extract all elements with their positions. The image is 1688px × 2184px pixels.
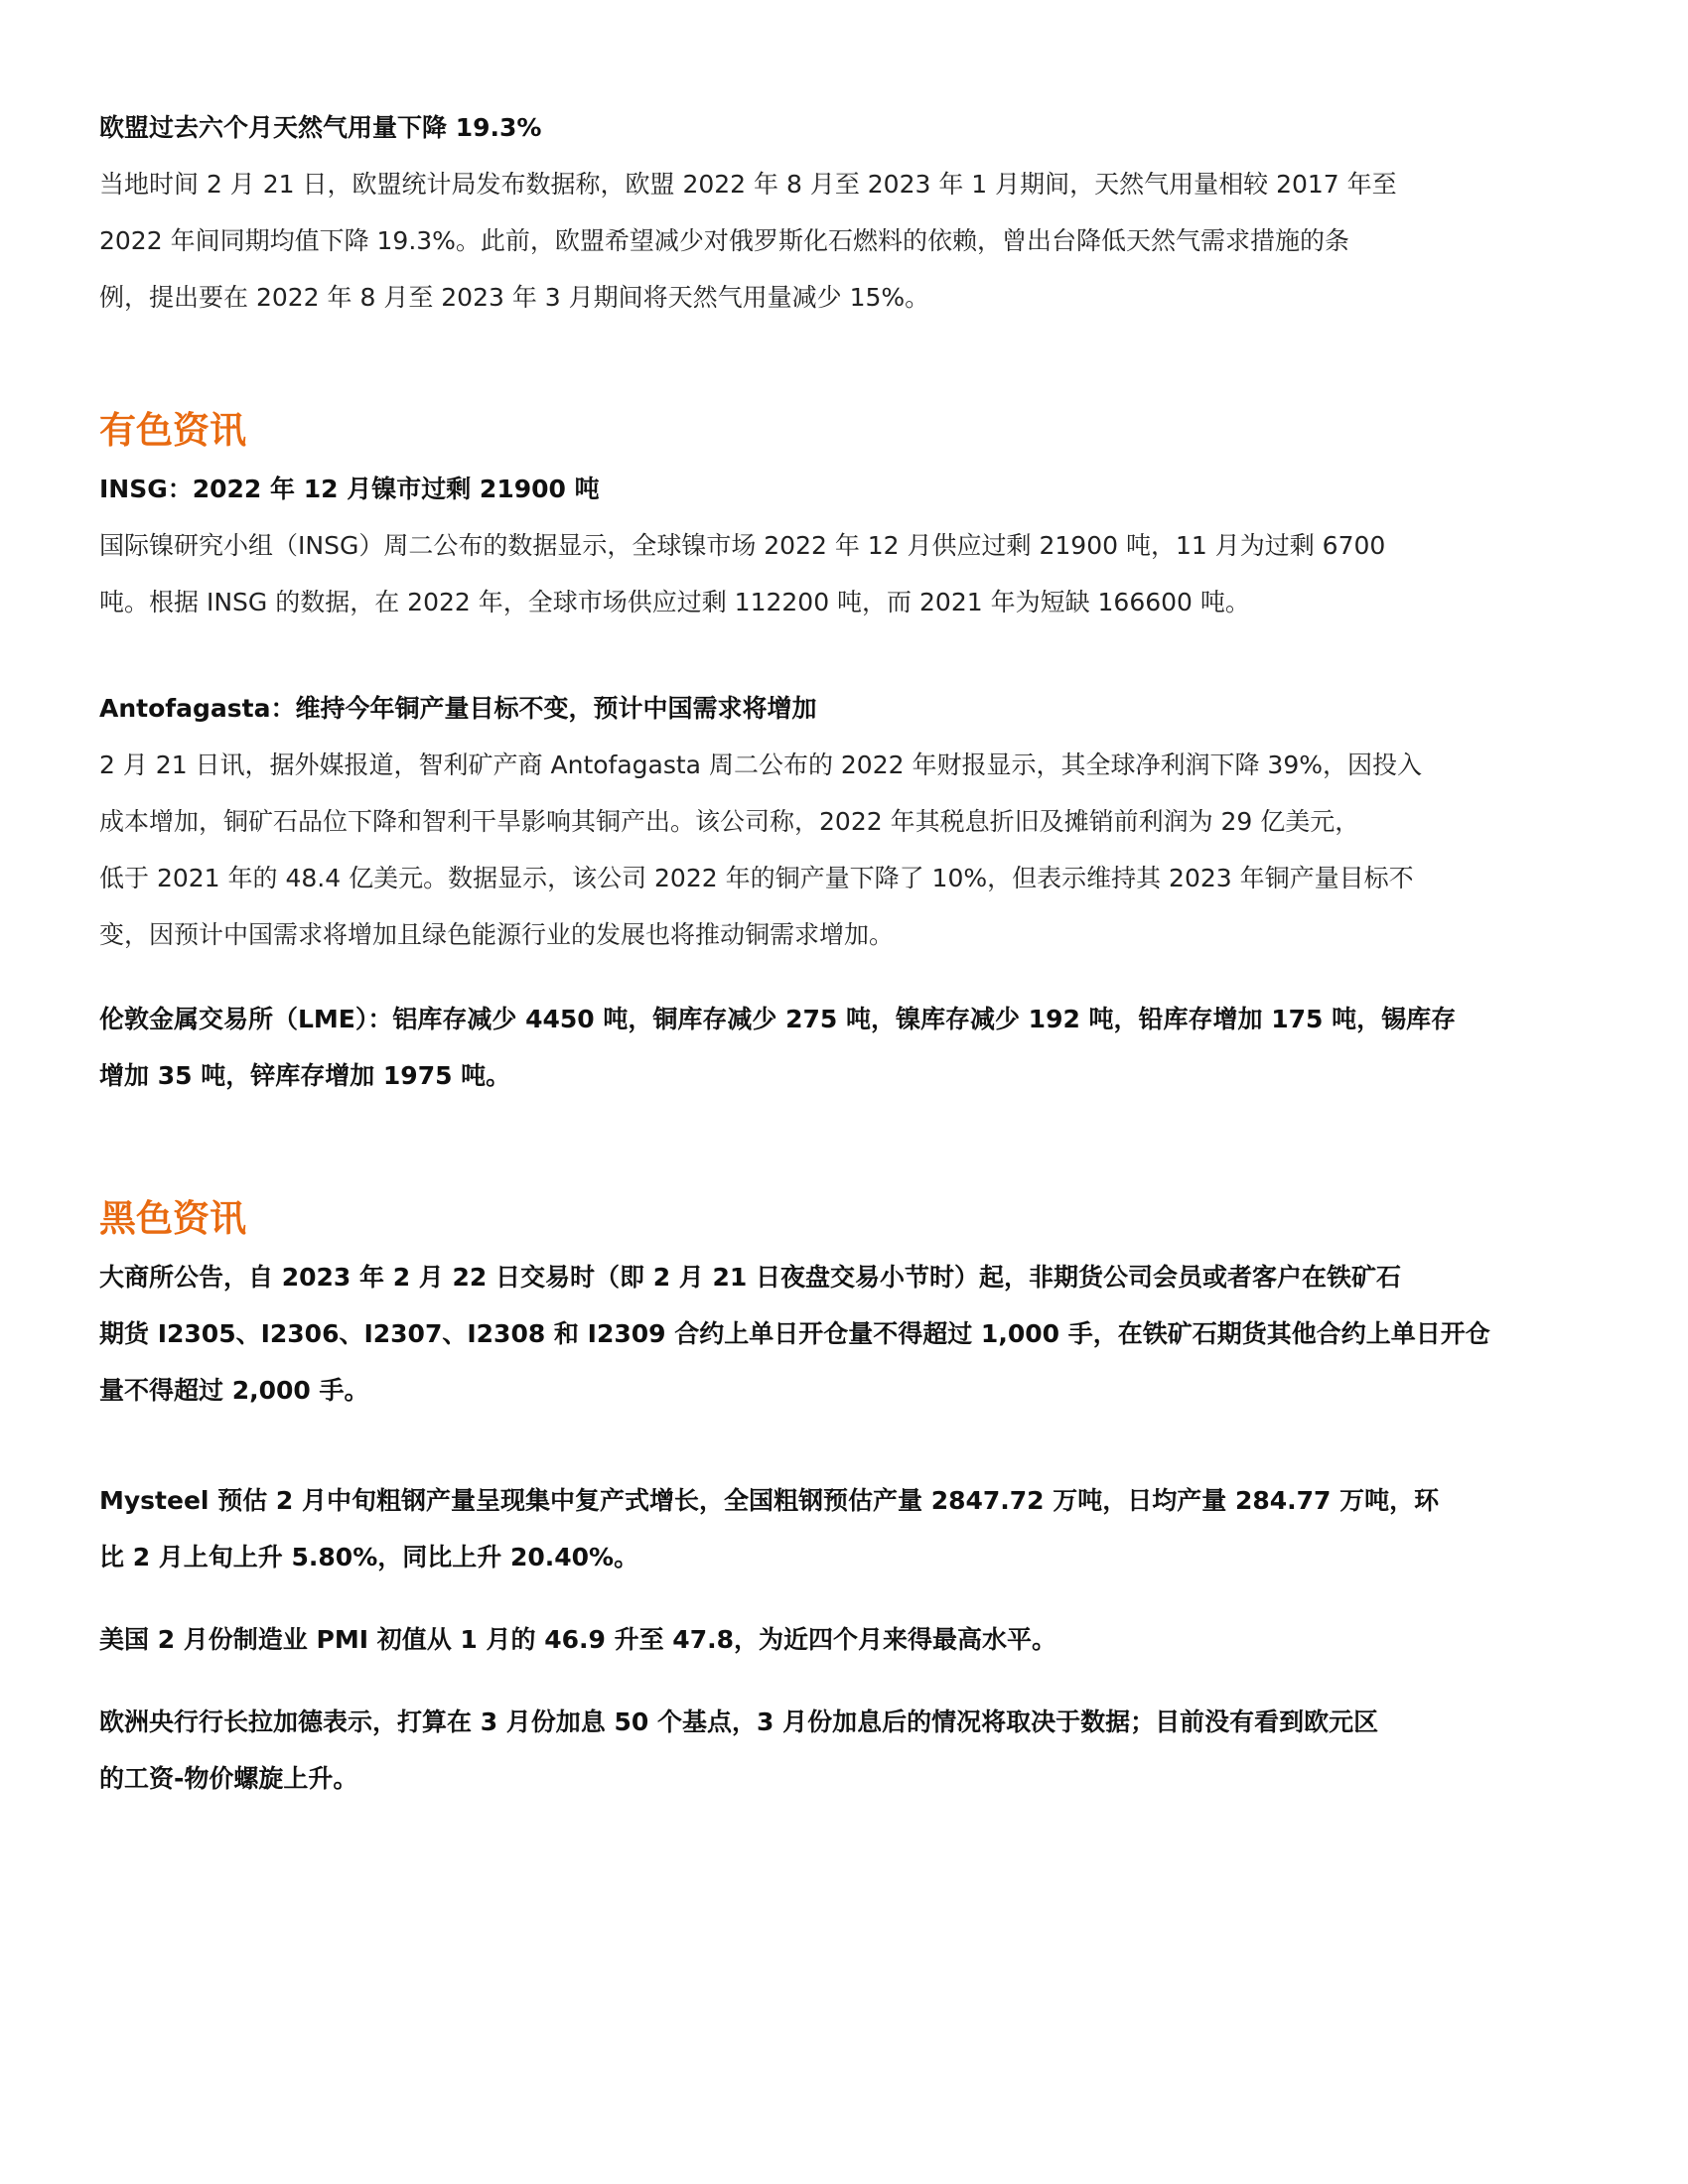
eu-gas-line-1: 当地时间 2 月 21 日，欧盟统计局发布数据称，欧盟 2022 年 8 月至 2023 年 1 月期间，天然气用量相较 2017 年至 [99, 170, 1397, 199]
us-pmi-text [99, 1611, 1589, 1668]
us-pmi-line-1: 美国 2 月份制造业 PMI 初值从 1 月的 46.9 升至 47.8，为近四个月来得最高水平。 [99, 1625, 1056, 1654]
eu-gas-title: 欧盟过去六个月天然气用量下降 19.3% [99, 113, 542, 142]
ecb-article [99, 1694, 1589, 1807]
antofagasta-line-2: 成本增加，铜矿石品位下降和智利干旱影响其铜产出。该公司称，2022 年其税息折旧及摊销前利润为 29 亿美元， [99, 807, 1360, 836]
us-pmi-article [99, 1611, 1589, 1668]
insg-body [99, 517, 1589, 630]
section-heading-nonferrous: 有色资讯 [99, 409, 246, 452]
lme-line-2: 增加 35 吨，锌库存增加 1975 吨。 [99, 1061, 511, 1090]
mysteel-article [99, 1472, 1589, 1585]
insg-line-1: 国际镍研究小组（INSG）周二公布的数据显示，全球镍市场 2022 年 12 月供应过剩 21900 吨，11 月为过剩 6700 [99, 531, 1386, 560]
dce-article [99, 1249, 1589, 1419]
dce-line-3: 量不得超过 2,000 手。 [99, 1376, 369, 1405]
mysteel-text [99, 1472, 1589, 1585]
eu-gas-line-3: 例，提出要在 2022 年 8 月至 2023 年 3 月期间将天然气用量减少 15%。 [99, 283, 930, 312]
ecb-line-1: 欧洲央行行长拉加德表示，打算在 3 月份加息 50 个基点，3 月份加息后的情况将取决于数据；目前没有看到欧元区 [99, 1707, 1379, 1736]
dce-text [99, 1249, 1589, 1419]
eu-gas-body [99, 156, 1589, 326]
antofagasta-body [99, 737, 1589, 963]
ecb-text [99, 1694, 1589, 1807]
antofagasta-title: Antofagasta：维持今年铜产量目标不变，预计中国需求将增加 [99, 694, 817, 723]
mysteel-line-2: 比 2 月上旬上升 5.80%，同比上升 20.40%。 [99, 1543, 639, 1571]
insg-line-2: 吨。根据 INSG 的数据，在 2022 年，全球市场供应过剩 112200 吨，而 2021 年为短缺 166600 吨。 [99, 588, 1250, 616]
eu-gas-article [99, 99, 1589, 326]
lme-line-1: 伦敦金属交易所（LME）：铝库存减少 4450 吨，铜库存减少 275 吨，镍库存减少 192 吨，铅库存增加 175 吨，锡库存 [99, 1005, 1457, 1033]
insg-article [99, 461, 1589, 630]
ecb-line-2: 的工资-物价螺旋上升。 [99, 1764, 358, 1793]
mysteel-line-1: Mysteel 预估 2 月中旬粗钢产量呈现集中复产式增长，全国粗钢预估产量 2847.72 万吨，日均产量 284.77 万吨，环 [99, 1486, 1440, 1515]
antofagasta-line-3: 低于 2021 年的 48.4 亿美元。数据显示，该公司 2022 年的铜产量下降了 10%，但表示维持其 2023 年铜产量目标不 [99, 864, 1414, 892]
document-page [99, 99, 1589, 1807]
dce-line-2: 期货 I2305、I2306、I2307、I2308 和 I2309 合约上单日开仓量不得超过 1,000 手，在铁矿石期货其他合约上单日开仓 [99, 1319, 1490, 1348]
antofagasta-line-4: 变，因预计中国需求将增加且绿色能源行业的发展也将推动铜需求增加。 [99, 920, 895, 949]
section-heading-ferrous: 黑色资讯 [99, 1197, 246, 1240]
eu-gas-line-2: 2022 年间同期均值下降 19.3%。此前，欧盟希望减少对俄罗斯化石燃料的依赖，曾出台降低天然气需求措施的条 [99, 226, 1349, 255]
dce-line-1: 大商所公告，自 2023 年 2 月 22 日交易时（即 2 月 21 日夜盘交易小节时）起，非期货公司会员或者客户在铁矿石 [99, 1263, 1401, 1292]
antofagasta-article [99, 680, 1589, 963]
antofagasta-line-1: 2 月 21 日讯，据外媒报道，智利矿产商 Antofagasta 周二公布的 2022 年财报显示，其全球净利润下降 39%，因投入 [99, 751, 1422, 779]
insg-title: INSG：2022 年 12 月镍市过剩 21900 吨 [99, 475, 600, 503]
lme-article [99, 991, 1589, 1104]
lme-text [99, 991, 1589, 1104]
